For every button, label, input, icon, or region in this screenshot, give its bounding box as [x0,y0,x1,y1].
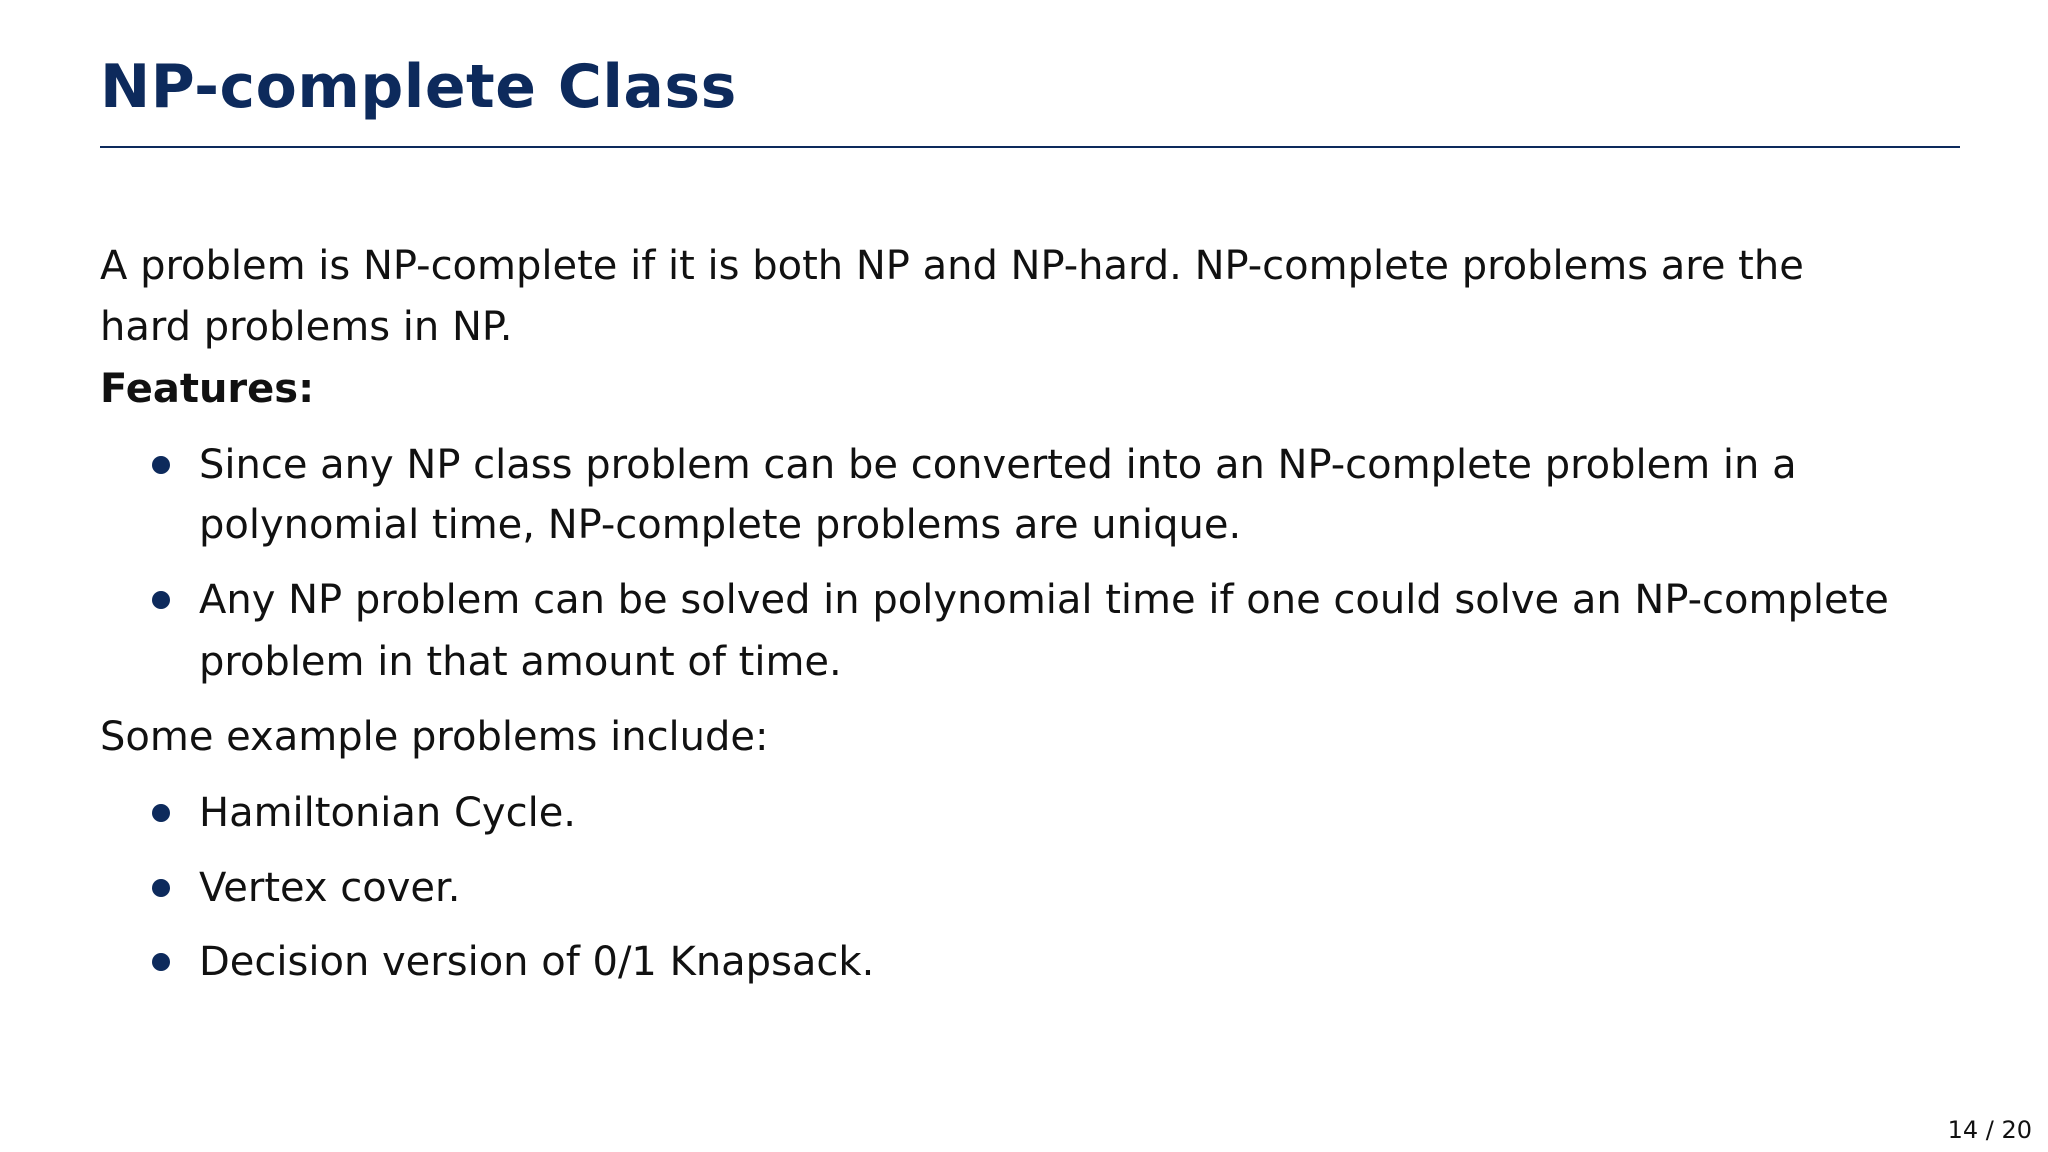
features-heading: Features: [100,366,315,412]
feature-item-cont: polynomial time, NP-complete problems are unique. [199,502,1242,548]
bullet-icon [152,953,170,971]
feature-item-cont: problem in that amount of time. [199,639,842,685]
slide-title: NP-complete Class [100,52,737,122]
page-number: 14 / 20 [1947,1116,2032,1144]
examples-intro: Some example problems include: [100,714,769,760]
bullet-icon [152,804,170,822]
example-item: Decision version of 0/1 Knapsack. [199,939,875,985]
intro-line: hard problems in NP. [100,304,513,350]
title-divider [100,146,1960,148]
feature-item: Since any NP class problem can be converted into an NP-complete problem in a [199,442,1797,488]
bullet-icon [152,456,170,474]
example-item: Vertex cover. [199,865,461,911]
intro-line: A problem is NP-complete if it is both NP and NP-hard. NP-complete problems are the [100,243,1804,289]
feature-item: Any NP problem can be solved in polynomial time if one could solve an NP-complete [199,577,1889,623]
bullet-icon [152,591,170,609]
bullet-icon [152,879,170,897]
example-item: Hamiltonian Cycle. [199,790,577,836]
